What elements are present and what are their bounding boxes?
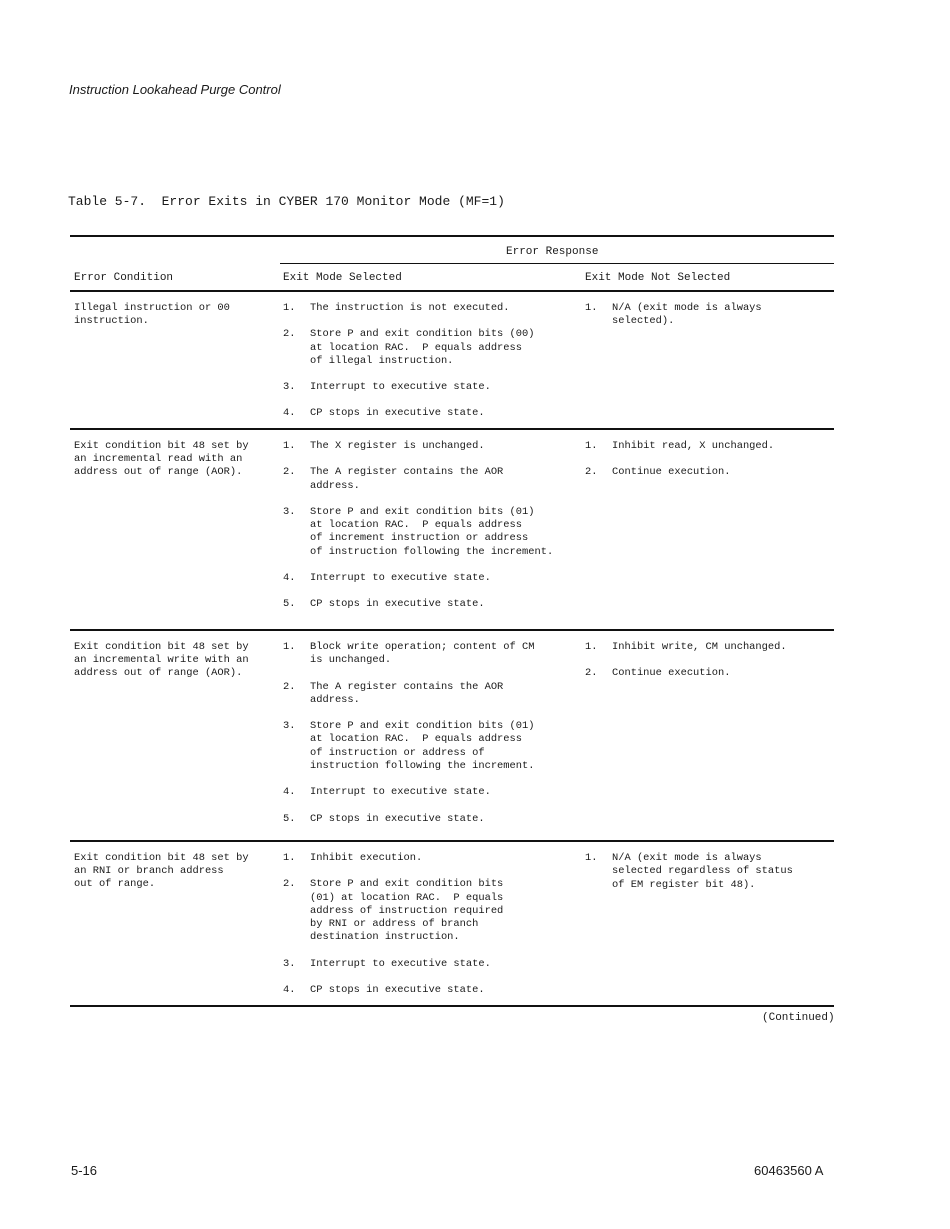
- item-text: CP stops in executive state.: [310, 407, 485, 420]
- item-text: Continue execution.: [612, 667, 731, 680]
- item-number: 5.: [283, 598, 296, 611]
- exit-selected-cell: [283, 641, 583, 839]
- exit-selected-item: [283, 958, 583, 971]
- exit-not-selected-cell: [585, 641, 834, 694]
- exit-selected-item: [283, 328, 583, 368]
- exit-not-selected-item: [585, 852, 834, 892]
- item-text: The A register contains the AOR address.: [310, 466, 504, 492]
- item-text: CP stops in executive state.: [310, 598, 485, 611]
- exit-selected-item: [283, 786, 583, 799]
- exit-selected-cell: [283, 302, 583, 434]
- exit-selected-cell: [283, 440, 583, 625]
- exit-selected-item: [283, 407, 583, 420]
- exit-selected-item: [283, 506, 583, 559]
- exit-not-selected-item: [585, 641, 834, 654]
- exit-selected-item: [283, 466, 583, 493]
- item-number: 2.: [585, 466, 598, 479]
- item-number: 3.: [283, 957, 296, 970]
- exit-selected-item: [283, 813, 583, 826]
- exit-selected-item: [283, 878, 583, 944]
- exit-selected-item: [283, 302, 583, 315]
- exit-not-selected-item: [585, 440, 834, 453]
- item-text: CP stops in executive state.: [310, 984, 485, 997]
- error-response-label: Error Response: [506, 246, 599, 258]
- item-text: Inhibit write, CM unchanged.: [612, 641, 787, 653]
- error-condition-cell: Exit condition bit 48 set by an incremental read with an address out of range (AOR).: [74, 440, 249, 478]
- item-text: Store P and exit condition bits (01) at location RAC. P equals address of increment instruction or address of instruction following the increment.: [310, 505, 554, 558]
- item-number: 4.: [283, 572, 296, 585]
- exit-selected-item: [283, 598, 583, 611]
- item-text: The instruction is not executed.: [310, 302, 510, 314]
- error-condition-cell: Exit condition bit 48 set by an RNI or branch address out of range.: [74, 852, 249, 890]
- exit-selected-item: [283, 681, 583, 708]
- exit-selected-item: [283, 984, 583, 997]
- page-number: 5-16: [71, 1163, 98, 1178]
- item-text: Store P and exit condition bits (00) at location RAC. P equals address of illegal instruction.: [310, 328, 535, 367]
- col-header-exit-mode-not-selected: Exit Mode Not Selected: [585, 272, 731, 284]
- item-number: 2.: [283, 328, 296, 341]
- item-number: 1.: [585, 440, 598, 452]
- item-number: 1.: [585, 641, 598, 653]
- document-number: 60463560 A: [754, 1163, 824, 1178]
- item-number: 4.: [283, 786, 296, 799]
- item-number: 2.: [283, 466, 296, 479]
- table-column-headers: [70, 264, 834, 290]
- item-text: Interrupt to executive state.: [310, 572, 491, 585]
- exit-not-selected-item: [585, 667, 834, 680]
- error-exits-table: [70, 235, 834, 1007]
- table-row: [70, 430, 834, 629]
- item-number: 1.: [585, 852, 598, 864]
- item-number: 2.: [585, 667, 598, 680]
- table-row: [70, 631, 834, 840]
- item-text: Interrupt to executive state.: [310, 786, 491, 799]
- item-text: The A register contains the AOR address.: [310, 680, 504, 706]
- exit-selected-item: [283, 572, 583, 585]
- item-number: 1.: [283, 440, 296, 452]
- exit-not-selected-item: [585, 466, 834, 479]
- item-text: Store P and exit condition bits (01) at location RAC. P equals address of instruction or address of instruction following the increment.: [310, 720, 535, 773]
- running-header: Instruction Lookahead Purge Control: [69, 82, 281, 97]
- item-text: Inhibit execution.: [310, 852, 423, 864]
- item-number: 2.: [283, 680, 296, 693]
- table-row: [70, 842, 834, 1005]
- item-number: 5.: [283, 812, 296, 825]
- item-number: 1.: [283, 641, 296, 653]
- exit-selected-item: [283, 440, 583, 453]
- exit-selected-item: [283, 852, 583, 865]
- item-text: The X register is unchanged.: [310, 440, 485, 452]
- item-number: 2.: [283, 878, 296, 891]
- exit-selected-cell: [283, 852, 583, 1010]
- table-group-header: [70, 237, 834, 264]
- item-number: 3.: [283, 720, 296, 733]
- item-text: CP stops in executive state.: [310, 812, 485, 825]
- item-number: 4.: [283, 984, 296, 997]
- item-number: 1.: [585, 302, 598, 314]
- item-number: 3.: [283, 381, 296, 394]
- item-text: Inhibit read, X unchanged.: [612, 440, 775, 452]
- item-text: N/A (exit mode is always selected).: [612, 302, 762, 328]
- table-row: [70, 292, 834, 428]
- item-number: 3.: [283, 505, 296, 518]
- item-text: Interrupt to executive state.: [310, 381, 491, 394]
- item-text: Interrupt to executive state.: [310, 957, 491, 970]
- error-condition-cell: Illegal instruction or 00 instruction.: [74, 302, 230, 327]
- item-text: Continue execution.: [612, 466, 731, 479]
- exit-selected-item: [283, 720, 583, 773]
- exit-selected-item: [283, 381, 583, 394]
- exit-not-selected-cell: [585, 302, 834, 342]
- error-condition-cell: Exit condition bit 48 set by an incremental write with an address out of range (AOR).: [74, 641, 249, 679]
- item-text: N/A (exit mode is always selected regardless of status of EM register bit 48).: [612, 852, 793, 891]
- exit-not-selected-cell: [585, 440, 834, 493]
- col-header-exit-mode-selected: Exit Mode Selected: [283, 272, 402, 284]
- item-number: 1.: [283, 852, 296, 864]
- item-text: Block write operation; content of CM is unchanged.: [310, 641, 535, 667]
- table-title: Table 5-7. Error Exits in CYBER 170 Monitor Mode (MF=1): [68, 194, 505, 209]
- col-header-error-condition: Error Condition: [74, 272, 174, 284]
- exit-not-selected-cell: [585, 852, 834, 905]
- continued-label: (Continued): [762, 1012, 835, 1024]
- item-number: 4.: [283, 407, 296, 420]
- item-number: 1.: [283, 302, 296, 314]
- item-text: Store P and exit condition bits (01) at location RAC. P equals address of instruction required by RNI or address of branch destination instruction.: [310, 878, 504, 944]
- exit-selected-item: [283, 641, 583, 668]
- exit-not-selected-item: [585, 302, 834, 329]
